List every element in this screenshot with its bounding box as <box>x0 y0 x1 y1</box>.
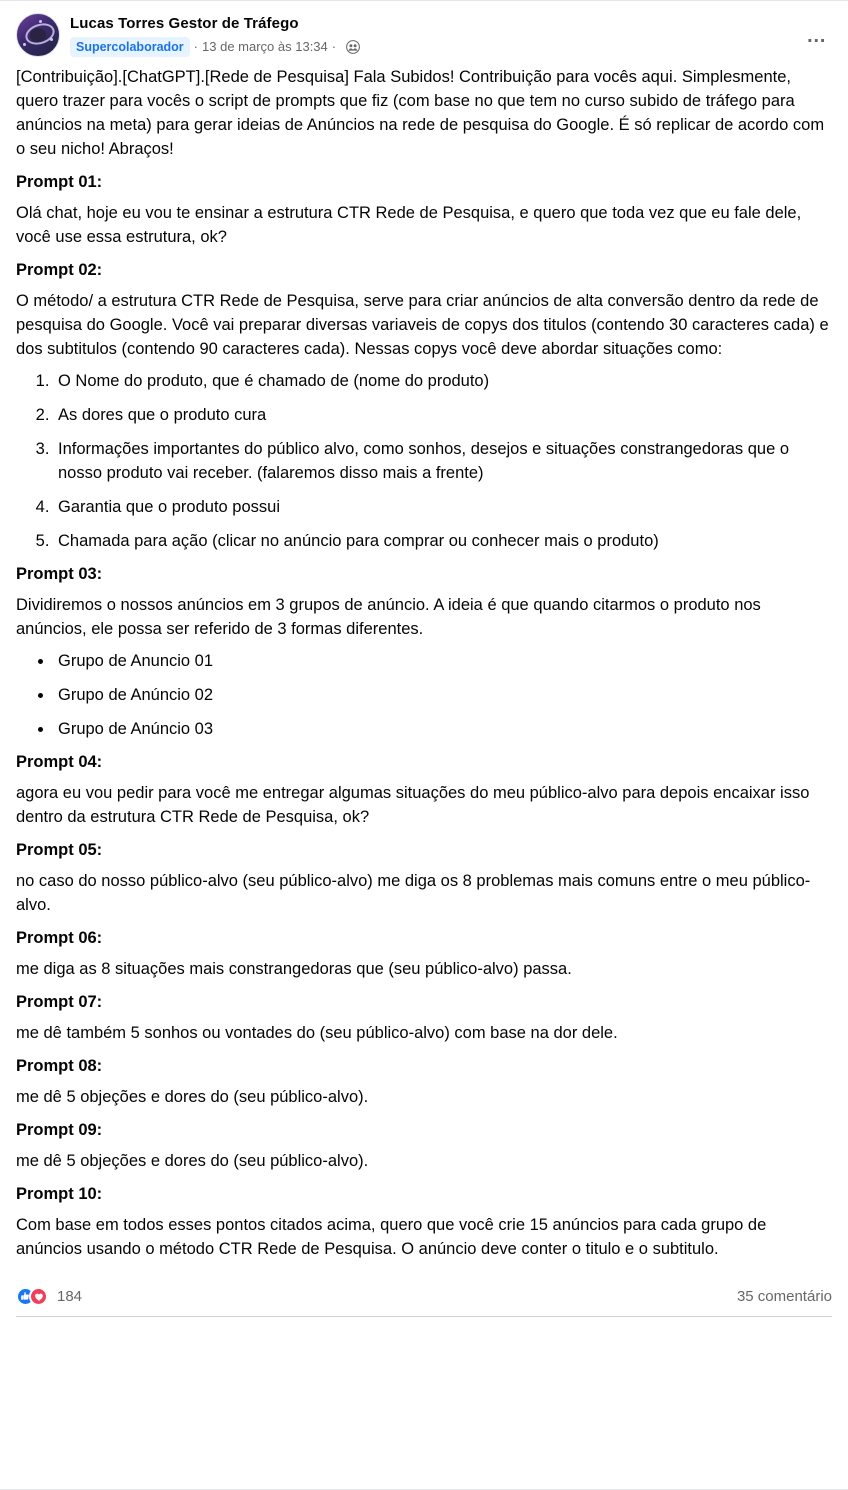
reaction-count: 184 <box>57 1288 83 1305</box>
avatar-shape <box>30 28 46 42</box>
group-icon <box>346 40 360 54</box>
prompt-09-label: Prompt 09: <box>16 1121 103 1139</box>
avatar-spark <box>23 43 26 46</box>
author-name[interactable]: Lucas Torres Gestor de Tráfego <box>70 15 299 32</box>
prompt-07-label: Prompt 07: <box>16 993 103 1011</box>
post-header-text <box>70 13 360 57</box>
reaction-icons <box>16 1287 48 1306</box>
prompt-08-label: Prompt 08: <box>16 1057 103 1075</box>
reactions-summary[interactable] <box>16 1287 82 1306</box>
meta-separator: · <box>331 39 337 54</box>
bottom-spacer <box>0 1317 848 1335</box>
prompt-05-label: Prompt 05: <box>16 841 103 859</box>
prompt-10-label: Prompt 10: <box>16 1185 103 1203</box>
list-item: • Grupo de Anúncio 03 <box>54 717 832 741</box>
prompt-02-label: Prompt 02: <box>16 261 103 279</box>
post-intro-text: [Contribuição].[ChatGPT].[Rede de Pesquisa] Fala Subidos! Contribuição para vocês aqui. Simplesmente, quero trazer para vocês o script de prompts que fiz (com base no que tem no curso subido de tráfego para anúncios na meta) para gerar ideias de Anúncios na rede de pesquisa do Google. É só replicar de acordo com o seu nicho! Abraços! <box>16 68 825 158</box>
list-item: 4. Garantia que o produto possui <box>54 495 832 519</box>
prompt-04-label: Prompt 04: <box>16 753 103 771</box>
prompt-06-label: Prompt 06: <box>16 929 103 947</box>
avatar-spark <box>39 20 42 23</box>
list-item: 3. Informações importantes do público alvo, como sonhos, desejos e situações constrangedoras que o nosso produto vai receber. (falaremos disso mais a frente) <box>54 437 832 485</box>
post-content <box>0 61 848 1261</box>
prompt-04-text: agora eu vou pedir para você me entregar algumas situações do meu público-alvo para depois encaixar isso dentro da estrutura CTR Rede de Pesquisa, ok? <box>16 784 810 826</box>
prompt-07-text: me dê também 5 sonhos ou vontades do (seu público-alvo) com base na dor dele. <box>16 1024 618 1042</box>
prompt-03-text: Dividiremos o nossos anúncios em 3 grupos de anúncio. A ideia é que quando citarmos o produto nos anúncios, ele possa ser referido de 3 formas diferentes. <box>16 596 761 638</box>
engagement-row <box>0 1273 848 1316</box>
avatar-spark <box>50 38 53 41</box>
prompt-03-label: Prompt 03: <box>16 565 103 583</box>
list-item: 2. As dores que o produto cura <box>54 403 832 427</box>
prompt-08-text: me dê 5 objeções e dores do (seu público-alvo). <box>16 1088 369 1106</box>
list-item: • Grupo de Anúncio 02 <box>54 683 832 707</box>
comments-count-button[interactable]: 35 comentário <box>736 1288 832 1305</box>
prompt-09-text: me dê 5 objeções e dores do (seu público-alvo). <box>16 1152 369 1170</box>
prompt-10-text: Com base em todos esses pontos citados acima, quero que você crie 15 anúncios para cada grupo de anúncios usando o método CTR Rede de Pesquisa. O anúncio deve conter o titulo e o subtitulo. <box>16 1216 767 1258</box>
prompt-01-label: Prompt 01: <box>16 173 103 191</box>
prompt-02-text: O método/ a estrutura CTR Rede de Pesquisa, serve para criar anúncios de alta conversão dentro da rede de pesquisa do Google. Você vai preparar diversas variaveis de copys dos titulos (contendo 30 caracteres cada) e dos subtitulos (contendo 90 caracteres cada). Nessas copys você deve abordar situações como: <box>16 292 829 358</box>
more-options-button[interactable]: … <box>806 25 828 47</box>
status-badge[interactable]: Supercolaborador <box>70 37 190 57</box>
list-item: 1. O Nome do produto, que é chamado de (nome do produto) <box>54 369 832 393</box>
list-item: • Grupo de Anuncio 01 <box>54 649 832 673</box>
list-item: 5. Chamada para ação (clicar no anúncio para comprar ou conhecer mais o produto) <box>54 529 832 553</box>
prompt-06-text: me diga as 8 situações mais constrangedoras que (seu público-alvo) passa. <box>16 960 572 978</box>
post-timestamp[interactable]: 13 de março às 13:34 <box>202 39 328 54</box>
prompt-05-text: no caso do nosso público-alvo (seu público-alvo) me diga os 8 problemas mais comuns entre o meu público-alvo. <box>16 872 811 914</box>
prompt-02-list <box>16 369 832 553</box>
avatar[interactable] <box>16 13 60 57</box>
post-header <box>0 1 848 61</box>
meta-separator: · <box>193 39 199 54</box>
post-meta <box>70 37 360 57</box>
prompt-03-list <box>16 649 832 741</box>
heart-icon <box>29 1287 48 1306</box>
prompt-01-text: Olá chat, hoje eu vou te ensinar a estrutura CTR Rede de Pesquisa, e quero que toda vez que eu fale dele, você use essa estrutura, ok? <box>16 204 802 246</box>
